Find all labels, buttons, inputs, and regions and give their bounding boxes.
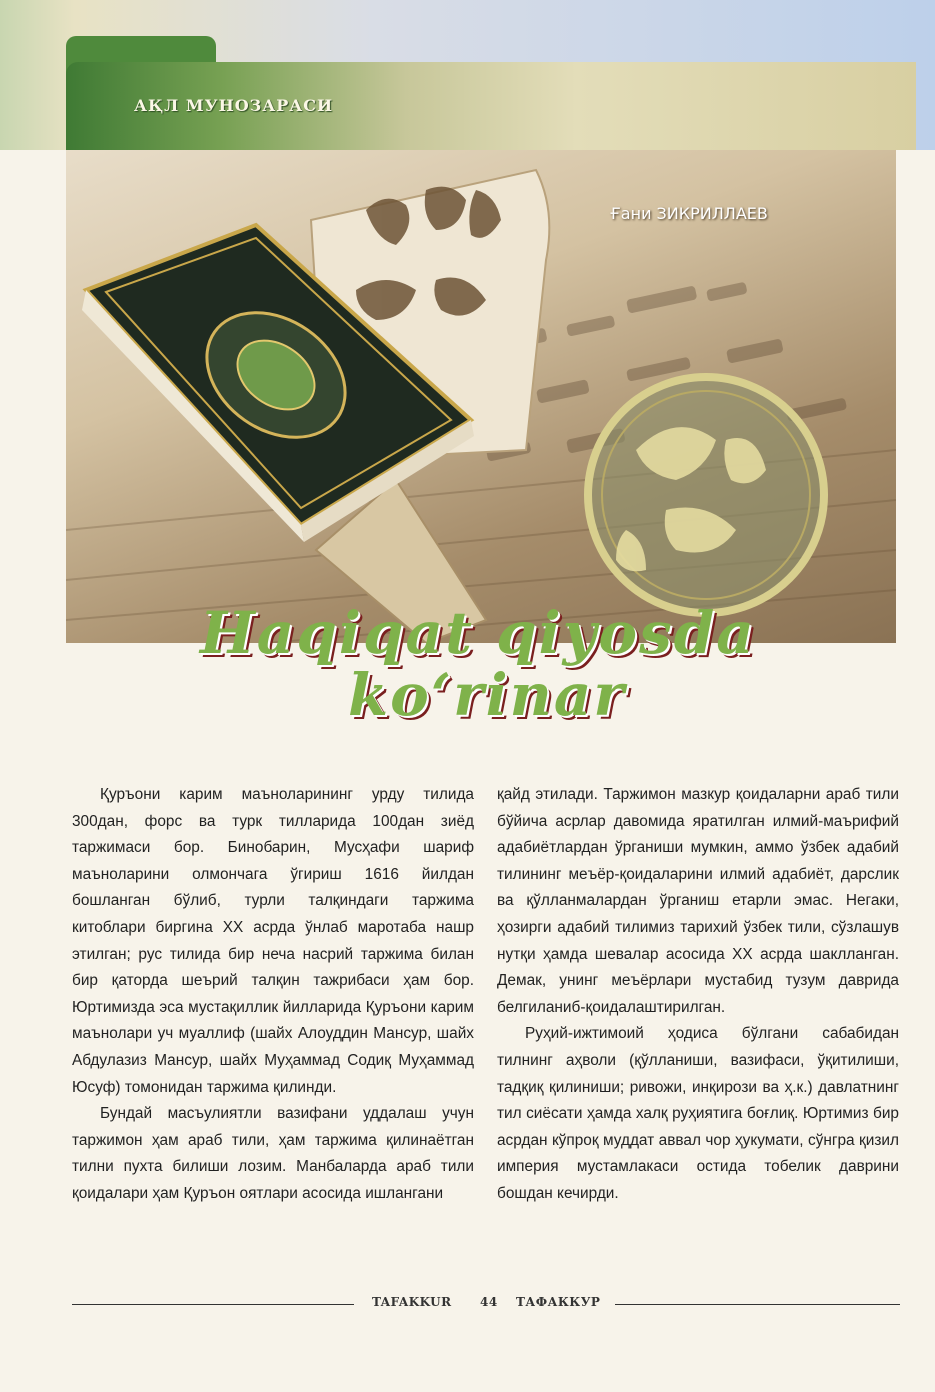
author-name: Ғани ЗИКРИЛЛАЕВ [610, 204, 768, 223]
hero-illustration [66, 150, 896, 643]
paragraph: Бундай масъулиятли вазифани уддалаш учун таржимон ҳам араб тили, ҳам таржима қилинаётган тилни пухта билиши лозим. Манбаларда араб тили қоидалари ҳам Қуръон оятлари асосида ишлангани [72, 1105, 474, 1202]
article-column-right [497, 782, 899, 1208]
footer-rule-right [615, 1304, 900, 1305]
headline-line-2: ko‘rinar [348, 661, 626, 729]
article-column-left [72, 782, 474, 1208]
paragraph: Қуръони карим маъноларининг урду тилида 300дан, форс ва турк тилларида 100дан зиёд таржимаси бор. Бинобарин, Мусҳафи шариф маъноларини олмончага ўгириш 1616 йилдан бошланган бўлиб, турли талқиндаги таржима китоблари биргина XX асрда ўнлаб маротаба нашр этилган; рус тилида бир неча насрий таржима билан бир қаторда шеърий талқин тажрибаси ҳам бор. Юртимизда эса мустақиллик йилларида Қуръони карим маънолари уч муаллиф (шайх Алоуддин Мансур, шайх Абдулазиз Мансур, шайх Муҳаммад Содиқ Муҳаммад Юсуф) томонидан таржима қилинди. [72, 786, 474, 1096]
section-title: АҚЛ МУНОЗАРАСИ [134, 96, 334, 115]
footer-rule-left [72, 1304, 354, 1305]
hero-image [66, 150, 896, 643]
footer-label-cyrillic: ТАФАККУР [516, 1295, 601, 1309]
footer-label-latin: TAFAKKUR [372, 1295, 452, 1309]
page-number: 44 [480, 1295, 498, 1309]
paragraph: қайд этилади. Таржимон мазкур қоидаларни араб тили бўйича асрлар давомида яратилган илмий-маърифий адабиётлардан ўрганиши мумкин, аммо ўзбек адабий тилининг меъёр-қоидаларини илмий адабиёт, дарслик ва қўлланмалардан ўрганиш етарли эмас. Негаки, ҳозирги адабий тилимиз тарихий ўзбек тили, сўзлашув нутқи ҳамда шевалар асосида XX асрда шаклланган. Демак, унинг меъёрлари мустабид тузум даврида белгиланиб-қоидалаштирилган. [497, 786, 899, 1016]
calligraphy-seal-icon [586, 375, 826, 615]
paragraph: Руҳий-ижтимоий ҳодиса бўлгани сабабидан тилнинг аҳволи (қўлланиши, вазифаси, ўқитилиши, тадқиқ қилиниши; ривожи, инқирози ва ҳ.к.) давлатнинг тил сиёсати ҳамда халқ руҳиятига боғлиқ. Юртимиз бир асрдан кўпроқ муддат аввал чор ҳукумати, сўнгра қизил империя мустамлакаси остида тобелик даврини бошдан кечирди. [497, 1025, 899, 1202]
headline-line-1: Haqiqat qiyosda [200, 599, 756, 667]
page-footer [72, 1292, 900, 1316]
article-headline [200, 599, 760, 729]
